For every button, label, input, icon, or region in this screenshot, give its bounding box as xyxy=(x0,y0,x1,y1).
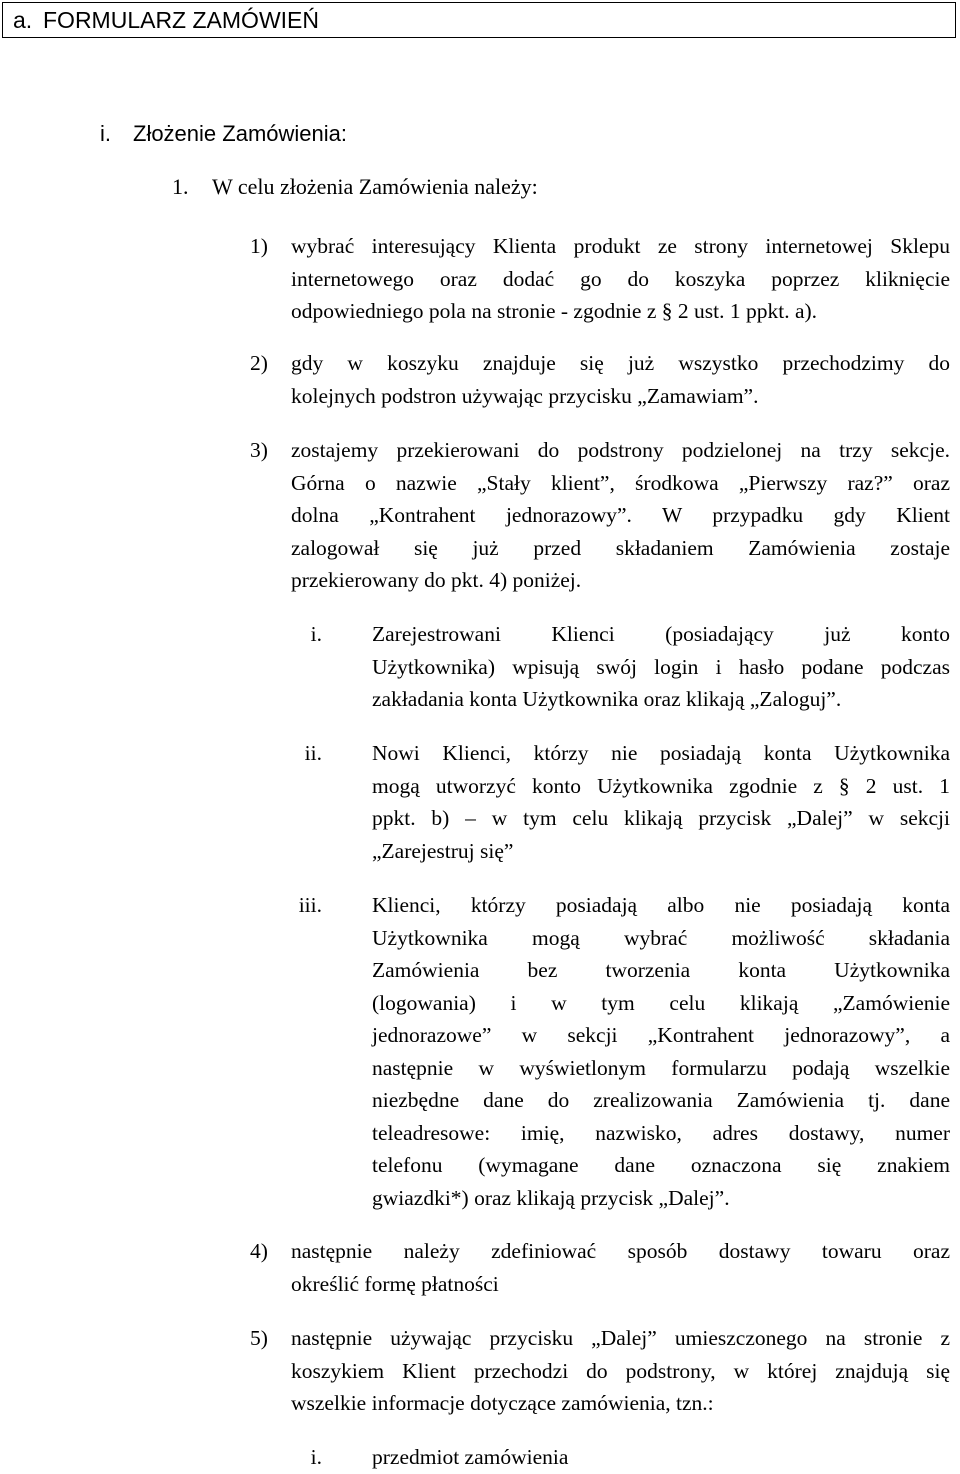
sublist-item-number: i. xyxy=(310,622,322,646)
list-item-line: zalogował się już przed składaniem Zamówienia zostaje xyxy=(291,535,950,560)
sublist-item-number: i. xyxy=(310,1445,322,1469)
sublist-item-line: Nowi Klienci, którzy nie posiadają konta Użytkownika xyxy=(372,741,950,765)
list-item-2 xyxy=(250,347,950,412)
sublist-item-line: (logowania) i w tym celu klikają „Zamówienie xyxy=(372,990,950,1015)
header-marker: a. xyxy=(13,7,33,33)
list-item-4 xyxy=(250,1235,950,1300)
sublist-item-line: przedmiot zamówienia xyxy=(372,1445,569,1469)
list-item-line: koszykiem Klient przechodzi do podstrony, w której znajdują się xyxy=(291,1358,950,1383)
list-item-line: następnie należy zdefiniować sposób dostawy towaru oraz xyxy=(291,1239,950,1263)
list-item-number: 2) xyxy=(250,351,268,375)
intro-paragraph xyxy=(172,174,538,200)
list-item-line: odpowiedniego pola na stronie - zgodnie z § 2 ust. 1 ppkt. a). xyxy=(291,299,818,323)
list-item-line: Górna o nazwie „Stały klient”, środkowa „Pierwszy raz?” oraz xyxy=(291,470,950,495)
list-item-line: wszelkie informacje dotyczące zamówienia, tzn.: xyxy=(291,1391,714,1415)
sublist-item-line: Klienci, którzy posiadają albo nie posiadają konta xyxy=(372,893,950,917)
sublist-item-iii xyxy=(300,889,950,1214)
sublist-item-line: gwiazdki*) oraz klikają przycisk „Dalej”. xyxy=(372,1185,730,1210)
sublist-item-line: niezbędne dane do zrealizowania Zamówienia tj. dane xyxy=(372,1088,950,1112)
document-header xyxy=(2,2,956,38)
sublist-item-line: „Zarejestruj się” xyxy=(372,838,514,863)
sublist-item-number: ii. xyxy=(304,741,322,765)
sublist-item-line: Zarejestrowani Klienci (posiadający już konto xyxy=(372,622,950,646)
sublist-item-line: Użytkownika mogą wybrać możliwość składania xyxy=(372,925,950,950)
sublist-item-5-i xyxy=(300,1441,950,1474)
list-item-line: wybrać interesujący Klienta produkt ze strony internetowej Sklepu xyxy=(291,234,950,258)
sublist-item-line: teleadresowe: imię, nazwisko, adres dostawy, numer xyxy=(372,1120,950,1145)
sublist-item-line: zakładania konta Użytkownika oraz klikają „Zaloguj”. xyxy=(372,687,842,711)
list-item-number: 5) xyxy=(250,1326,268,1350)
list-item-number: 3) xyxy=(250,438,268,462)
list-item-1 xyxy=(250,230,950,328)
sublist-item-line: telefonu (wymagane dane oznaczona się znakiem xyxy=(372,1153,950,1177)
sublist-item-number: iii. xyxy=(298,893,322,917)
sublist-item-line: Użytkownika) wpisują swój login i hasło podane podczas xyxy=(372,654,950,679)
list-item-line: przekierowany do pkt. 4) poniżej. xyxy=(291,568,582,592)
list-item-line: internetowego oraz dodać go do koszyka poprzez kliknięcie xyxy=(291,266,950,291)
list-item-5 xyxy=(250,1322,950,1420)
list-item-3 xyxy=(250,434,950,597)
intro-text: W celu złożenia Zamówienia należy: xyxy=(212,174,538,199)
sublist-item-line: mogą utworzyć konto Użytkownika zgodnie z § 2 ust. 1 xyxy=(372,773,950,798)
sublist-item-line: następnie w wyświetlonym formularzu podają wszelkie xyxy=(372,1055,950,1080)
section-heading xyxy=(100,121,347,147)
sublist-item-line: Zamówienia bez tworzenia konta Użytkownika xyxy=(372,958,950,982)
list-item-line: określić formę płatności xyxy=(291,1271,499,1296)
list-item-line: kolejnych podstron używając przycisku „Zamawiam”. xyxy=(291,383,759,408)
section-title: Złożenie Zamówienia: xyxy=(133,121,347,146)
sublist-item-line: jednorazowe” w sekcji „Kontrahent jednorazowy”, a xyxy=(372,1023,950,1047)
intro-marker: 1. xyxy=(172,174,189,199)
list-item-number: 4) xyxy=(250,1239,268,1263)
list-item-line: gdy w koszyku znajduje się już wszystko przechodzimy do xyxy=(291,351,950,375)
list-item-number: 1) xyxy=(250,234,268,258)
header-title: FORMULARZ ZAMÓWIEŃ xyxy=(43,7,319,33)
list-item-line: następnie używając przycisku „Dalej” umieszczonego na stronie z xyxy=(291,1326,950,1350)
sublist-item-line: ppkt. b) – w tym celu klikają przycisk „Dalej” w sekcji xyxy=(372,806,950,830)
list-item-line: dolna „Kontrahent jednorazowy”. W przypadku gdy Klient xyxy=(291,503,950,527)
list-item-line: zostajemy przekierowani do podstrony podzielonej na trzy sekcje. xyxy=(291,438,950,462)
sublist-item-i xyxy=(300,618,950,716)
sublist-item-ii xyxy=(300,737,950,867)
section-marker: i. xyxy=(100,121,111,146)
